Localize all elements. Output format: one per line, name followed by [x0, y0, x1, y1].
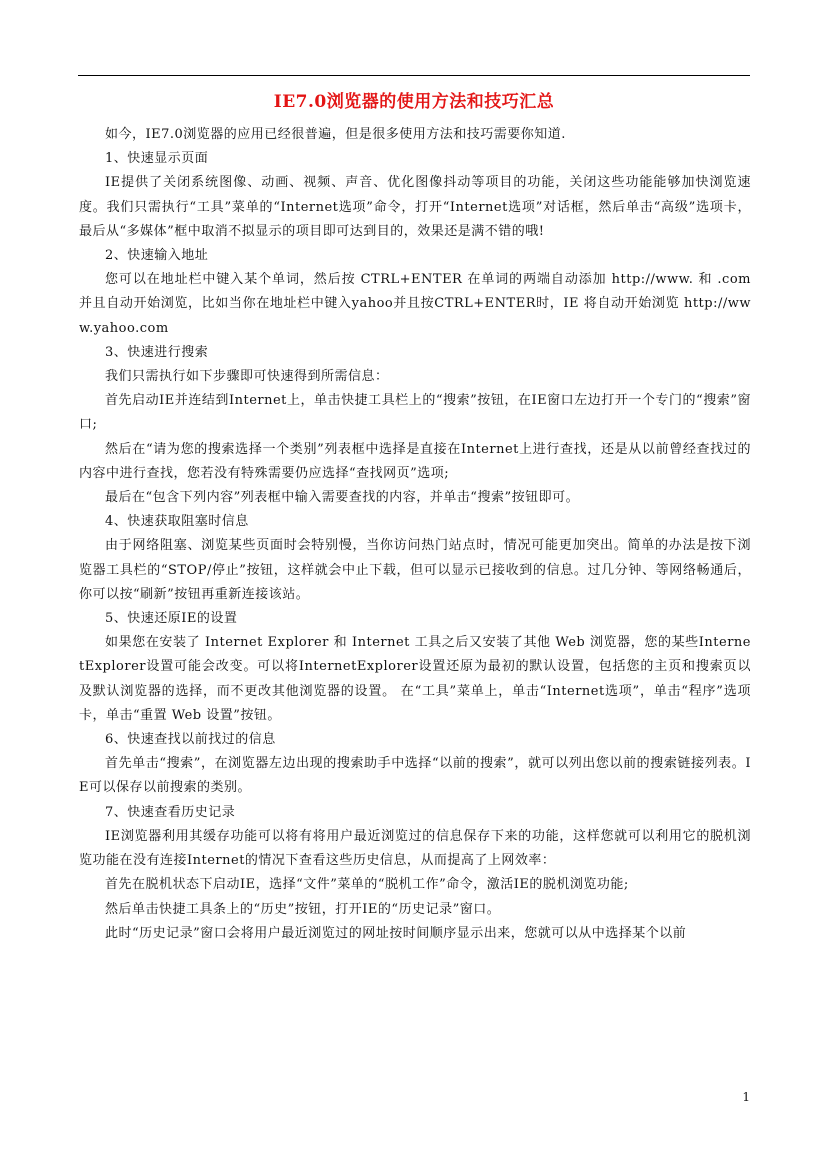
section-7-paragraph-4: 此时“历史记录”窗口会将用户最近浏览过的网址按时间顺序显示出来，您就可以从中选择某个以前	[105, 925, 687, 941]
section-3-paragraph-3: 然后在“请为您的搜索选择一个类别”列表框中选择是直接在Internet上进行查找，还是从以前曾经查找过的内容中进行查找，您若没有特殊需要仍应选择“查找网页”选项;	[79, 441, 751, 481]
section-3-paragraph-1: 我们只需执行如下步骤即可快速得到所需信息：	[105, 369, 389, 385]
section-heading-7: 7、快速查看历史记录	[105, 804, 236, 820]
section-1-paragraph: IE提供了关闭系统图像、动画、视频、声音、优化图像抖动等项目的功能，关闭这些功能能够加快浏览速度。我们只需执行“工具”菜单的“Internet选项”命令，打开“Internet选项”对话框，然后单击“高级”选项卡，最后从“多媒体”框中取消不拟显示的项目即可达到目的，效果还是满不错的哦!	[79, 175, 751, 239]
document-title: IE7.0浏览器的使用方法和技巧汇总	[273, 92, 555, 112]
section-3-paragraph-4: 最后在“包含下列内容”列表框中输入需要查找的内容，并单击“搜索”按钮即可。	[105, 490, 580, 506]
section-3-paragraph-2: 首先启动IE并连结到Internet上，单击快捷工具栏上的“搜索”按钮，在IE窗口左边打开一个专门的“搜索”窗口;	[79, 393, 751, 433]
section-heading-1: 1、快速显示页面	[105, 151, 209, 167]
section-heading-6: 6、快速查找以前找过的信息	[105, 732, 276, 748]
intro-paragraph: 如今，IE7.0浏览器的应用已经很普遍，但是很多使用方法和技巧需要你知道.	[105, 127, 566, 142]
section-heading-3: 3、快速进行搜索	[105, 344, 209, 360]
section-heading-4: 4、快速获取阻塞时信息	[105, 514, 249, 530]
section-heading-5: 5、快速还原IE的设置	[105, 611, 238, 627]
section-7-paragraph-1: IE浏览器利用其缓存功能可以将有将用户最近浏览过的信息保存下来的功能，这样您就可以利用它的脱机浏览功能在没有连接Internet的情况下查看这些历史信息，从而提高了上网效率：	[79, 828, 751, 869]
section-7-paragraph-2: 首先在脱机状态下启动IE，选择“文件”菜单的“脱机工作”命令，激活IE的脱机浏览功能;	[105, 877, 629, 893]
header-rule	[78, 75, 750, 76]
page-number: 1	[742, 1090, 750, 1104]
section-5-paragraph: 如果您在安装了 Internet Explorer 和 Internet 工具之后又安装了其他 Web 浏览器，您的某些InternetExplorer设置可能会改变。可以将InternetExplorer设置还原为最初的默认设置，包括您的主页和搜索页以及默认浏览器的选择，而不更改其他浏览器的设置。 在“工具”菜单上，单击“Internet选项”，单击“程序”选项卡，单击“重置 Web 设置”按钮。	[79, 635, 751, 723]
document-body	[79, 123, 751, 946]
section-7-paragraph-3: 然后单击快捷工具条上的“历史”按钮，打开IE的“历史记录”窗口。	[105, 901, 501, 917]
section-4-paragraph: 由于网络阻塞、浏览某些页面时会特别慢，当你访问热门站点时，情况可能更加突出。简单的办法是按下浏览器工具栏的“STOP/停止”按钮，这样就会中止下载，但可以显示已接收到的信息。过几分钟、等网络畅通后，你可以按“刷新”按钮再重新连接该站。	[79, 538, 751, 602]
section-2-paragraph: 您可以在地址栏中键入某个单词，然后按 CTRL+ENTER 在单词的两端自动添加 http://www. 和 .com 并且自动开始浏览，比如当你在地址栏中键入yahoo并且按CTRL+ENTER时，IE 将自动开始浏览 http://www.yahoo.com	[79, 272, 751, 336]
section-heading-2: 2、快速输入地址	[105, 248, 209, 264]
section-6-paragraph: 首先单击“搜索”，在浏览器左边出现的搜索助手中选择“以前的搜索”，就可以列出您以前的搜索链接列表。IE可以保存以前搜索的类别。	[79, 756, 751, 796]
